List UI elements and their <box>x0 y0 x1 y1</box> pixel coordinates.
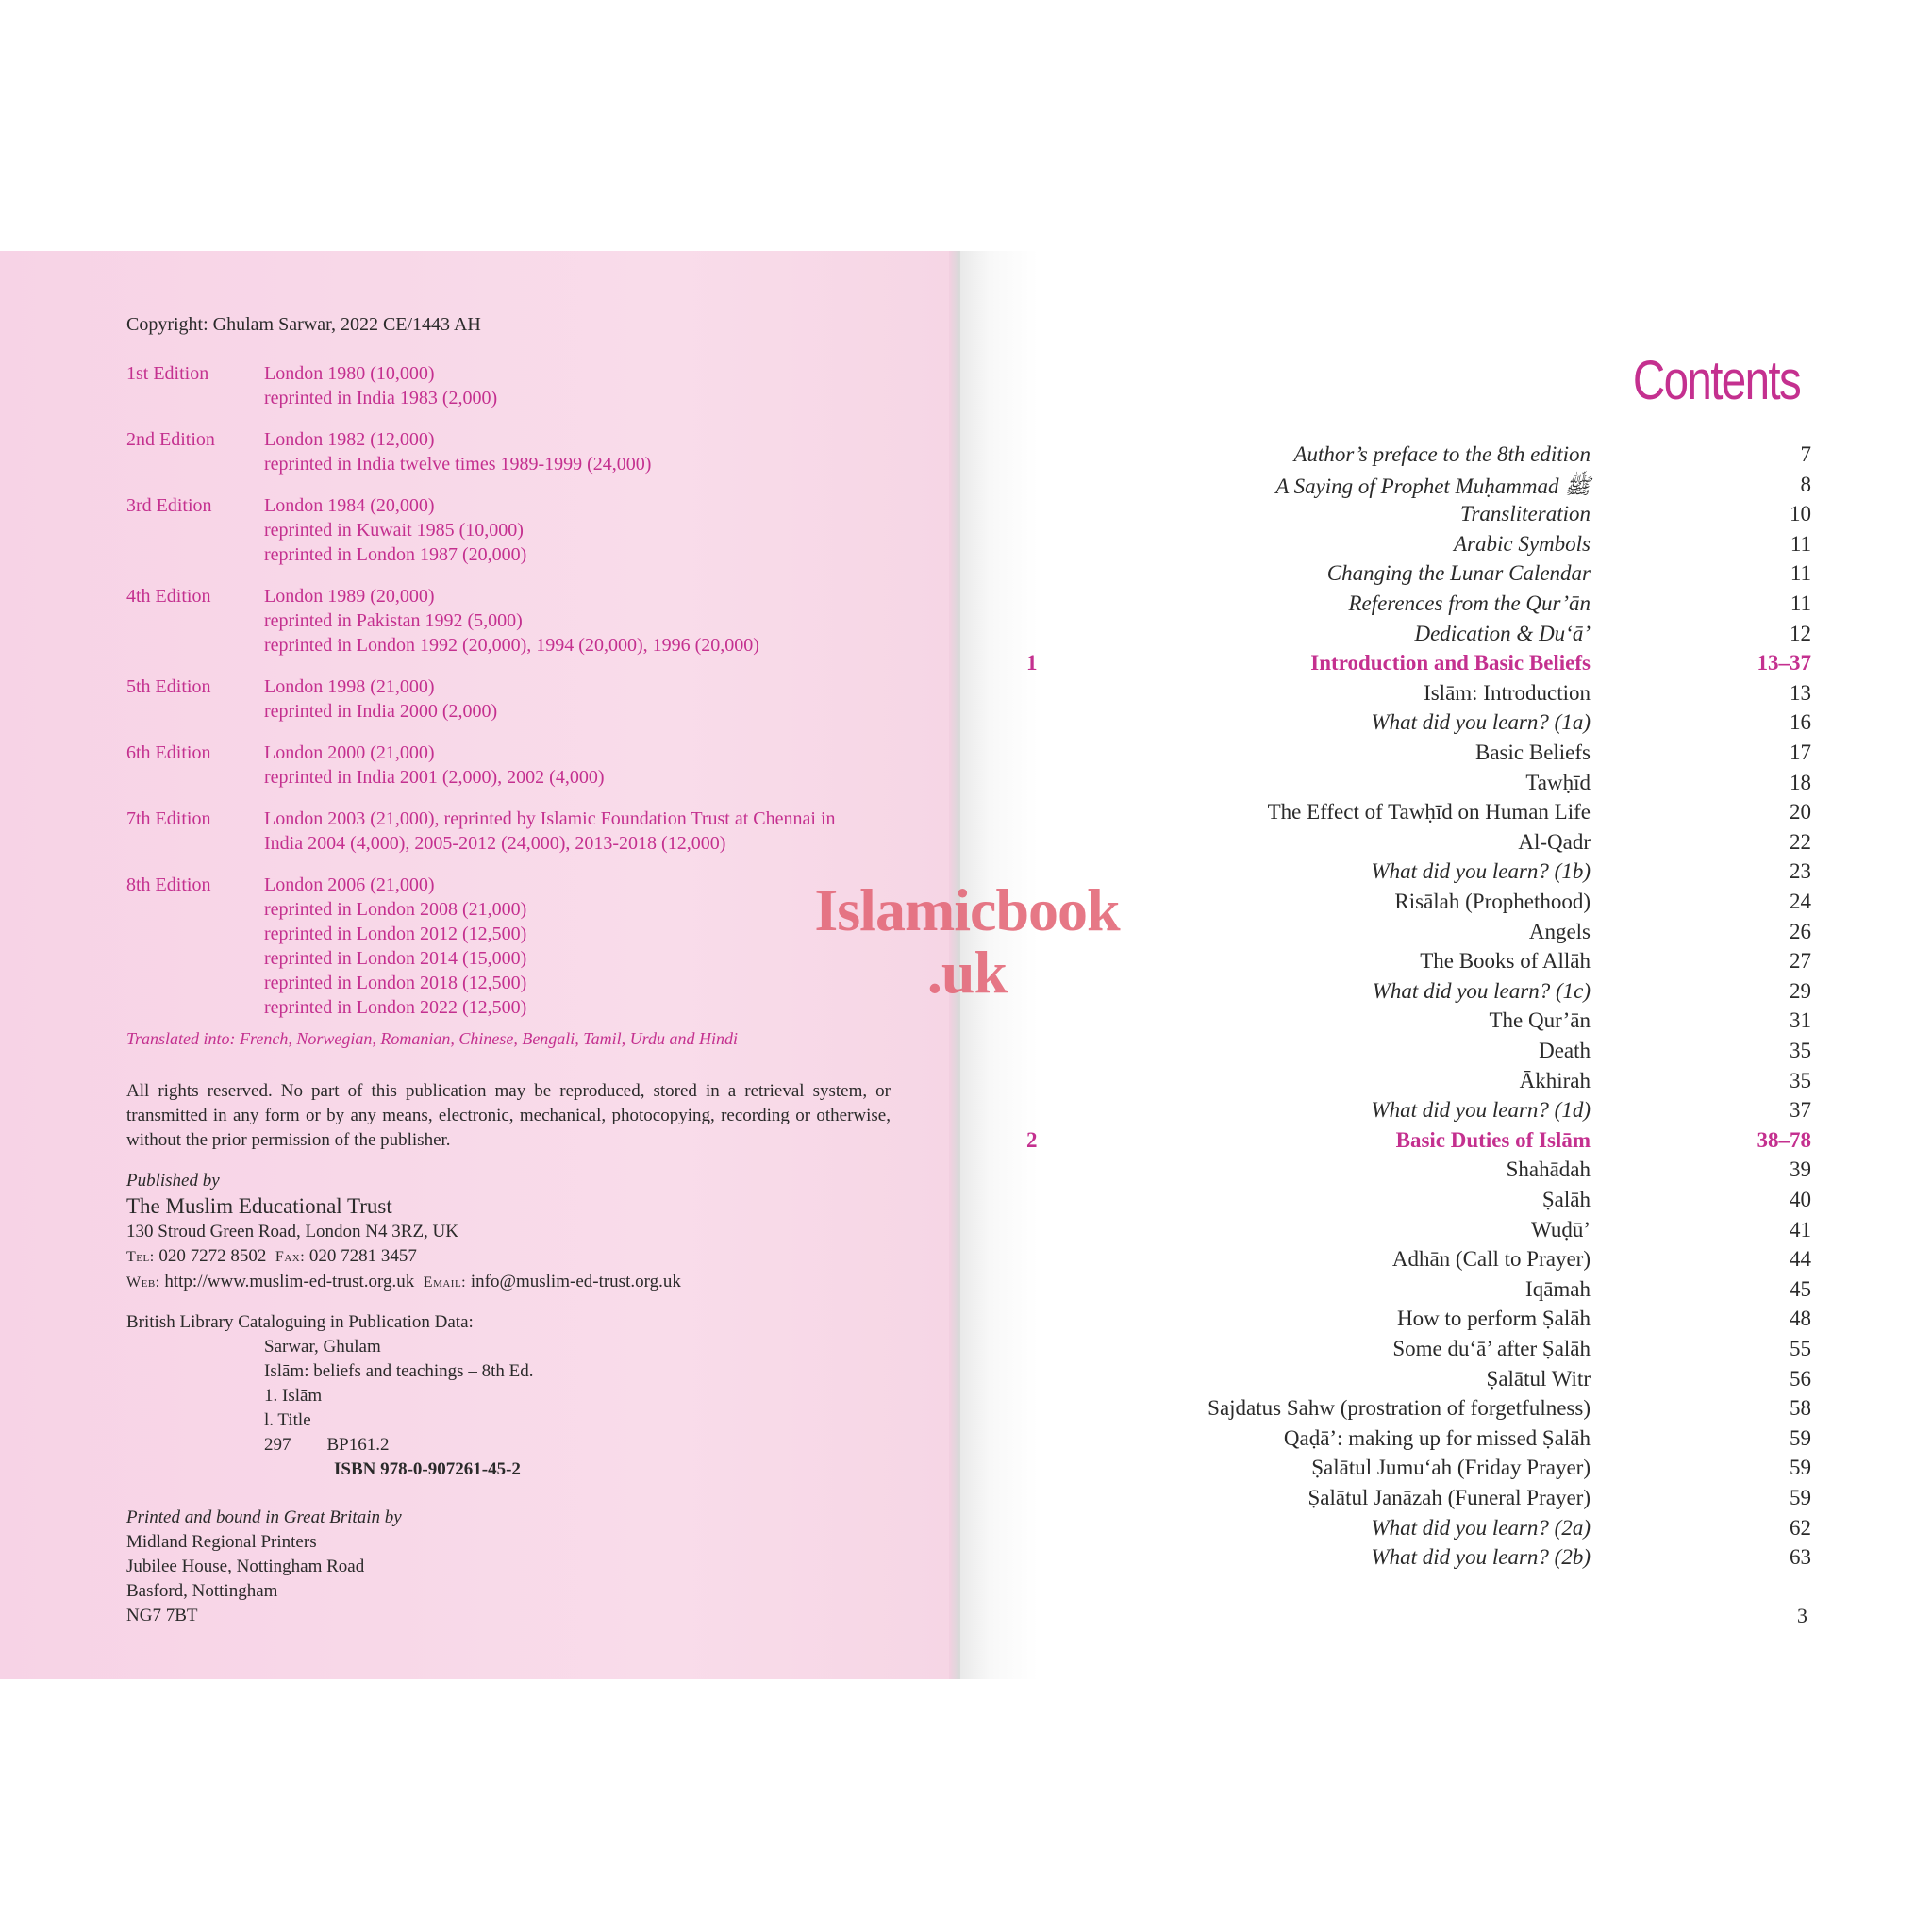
edition-line: reprinted in London 2012 (12,500) <box>264 924 527 944</box>
edition-line: reprinted in India twelve times 1989-1999 (24,000) <box>264 454 652 475</box>
edition-line: reprinted in Kuwait 1985 (10,000) <box>264 520 524 541</box>
edition-line: reprinted in London 2008 (21,000) <box>264 899 527 920</box>
toc-page: 63 <box>1790 1545 1811 1569</box>
toc-row <box>981 1426 1811 1456</box>
toc-chapter-number: 2 <box>1026 1128 1038 1152</box>
toc-page: 56 <box>1790 1367 1811 1391</box>
toc-title: Ṣalātul Witr <box>1486 1367 1591 1391</box>
edition-line: London 1998 (21,000) <box>264 676 435 697</box>
toc-row <box>981 442 1811 472</box>
edition-label: 6th Edition <box>126 742 211 763</box>
toc-row <box>981 710 1811 740</box>
toc-row <box>981 1008 1811 1038</box>
toc-title: Introduction and Basic Beliefs <box>1310 651 1591 675</box>
toc-row <box>981 591 1811 621</box>
edition-lines <box>264 427 1019 476</box>
edition-lines <box>264 493 1019 567</box>
catalog-subject: 1. Islām <box>264 1386 323 1406</box>
toc-page: 20 <box>1790 800 1811 824</box>
toc-title: Dedication & Du‘ā’ <box>1414 622 1591 645</box>
toc-title: Angels <box>1528 920 1591 943</box>
toc-page: 26 <box>1790 920 1811 943</box>
toc-row <box>981 1486 1811 1515</box>
toc-title: Wuḍū’ <box>1531 1218 1591 1241</box>
toc-title: A Saying of Prophet Muḥammad ﷺ <box>1275 475 1591 498</box>
toc-chapter-row <box>981 1128 1811 1158</box>
isbn: ISBN 978-0-907261-45-2 <box>334 1459 521 1479</box>
toc-row <box>981 502 1811 531</box>
toc-page: 18 <box>1790 771 1811 794</box>
email-label: Email: <box>423 1274 467 1291</box>
edition-line: reprinted in London 2014 (15,000) <box>264 948 527 969</box>
publisher-phone-line <box>126 1244 681 1270</box>
toc-page: 59 <box>1790 1426 1811 1450</box>
toc-title: What did you learn? (1d) <box>1371 1098 1591 1122</box>
toc-title: References from the Qur’ān <box>1348 591 1591 615</box>
catalog-class: 297 BP161.2 <box>264 1435 390 1455</box>
toc-title: Adhān (Call to Prayer) <box>1391 1247 1591 1271</box>
edition-label: 2nd Edition <box>126 429 215 450</box>
toc-page: 12 <box>1790 622 1811 645</box>
toc-row <box>981 920 1811 949</box>
toc-row <box>981 1516 1811 1545</box>
toc-page: 10 <box>1790 502 1811 525</box>
edition-line: London 1984 (20,000) <box>264 495 435 516</box>
toc-title: What did you learn? (1c) <box>1372 979 1591 1003</box>
toc-row <box>981 473 1811 502</box>
edition-line: reprinted in India 1983 (2,000) <box>264 388 498 408</box>
toc-row <box>981 949 1811 978</box>
web-value: http://www.muslim-ed-trust.org.uk <box>164 1272 415 1291</box>
edition-line: reprinted in London 1992 (20,000), 1994 (20,000), 1996 (20,000) <box>264 635 759 656</box>
toc-row <box>981 1545 1811 1574</box>
toc-title: Risālah (Prophethood) <box>1394 890 1591 913</box>
toc-row <box>981 890 1811 919</box>
toc-row <box>981 1039 1811 1068</box>
toc-page: 41 <box>1790 1218 1811 1241</box>
toc-page: 23 <box>1790 859 1811 883</box>
toc-page: 44 <box>1790 1247 1811 1271</box>
toc-title: Ṣalāh <box>1541 1188 1591 1211</box>
edition-label: 4th Edition <box>126 586 211 607</box>
toc-row <box>981 1277 1811 1307</box>
edition-line: reprinted in Pakistan 1992 (5,000) <box>264 610 523 631</box>
toc-row <box>981 622 1811 651</box>
toc-page: 59 <box>1790 1486 1811 1509</box>
toc-title: The Books of Allāh <box>1420 949 1591 973</box>
toc-title: Author’s preface to the 8th edition <box>1293 442 1591 466</box>
toc-page: 24 <box>1790 890 1811 913</box>
toc-title: The Effect of Tawḥīd on Human Life <box>1267 800 1591 824</box>
toc-page: 13–37 <box>1757 651 1811 675</box>
toc-page: 8 <box>1800 473 1811 496</box>
toc-title: Arabic Symbols <box>1453 532 1591 556</box>
edition-lines <box>264 807 1019 856</box>
toc-title: Islām: Introduction <box>1424 681 1591 705</box>
publisher-web-line <box>126 1270 681 1295</box>
toc-title: Tawḥīd <box>1525 771 1591 794</box>
toc-row <box>981 1188 1811 1217</box>
toc-page: 48 <box>1790 1307 1811 1330</box>
catalog-heading: British Library Cataloguing in Publication Data: <box>126 1312 474 1332</box>
toc-title: Basic Beliefs <box>1475 741 1591 764</box>
edition-line: London 1989 (20,000) <box>264 586 435 607</box>
toc-page: 11 <box>1790 591 1811 615</box>
toc-title: Ṣalātul Jumu‘ah (Friday Prayer) <box>1311 1456 1591 1479</box>
toc-title: Changing the Lunar Calendar <box>1326 561 1591 585</box>
toc-row <box>981 859 1811 889</box>
edition-label: 5th Edition <box>126 676 211 697</box>
toc-page: 29 <box>1790 979 1811 1003</box>
toc-title: Sajdatus Sahw (prostration of forgetfulness) <box>1208 1396 1591 1420</box>
edition-line: reprinted in London 1987 (20,000) <box>264 544 527 565</box>
toc-row <box>981 741 1811 770</box>
edition-lines <box>264 741 1019 790</box>
toc-row <box>981 1218 1811 1247</box>
catalog-block <box>126 1310 533 1482</box>
edition-label: 8th Edition <box>126 874 211 895</box>
edition-line: reprinted in India 2001 (2,000), 2002 (4,000) <box>264 767 605 788</box>
toc-page: 7 <box>1800 442 1811 466</box>
email-value: info@muslim-ed-trust.org.uk <box>470 1272 681 1291</box>
printer-line: Basford, Nottingham <box>126 1581 278 1601</box>
fax-value: 020 7281 3457 <box>308 1246 417 1266</box>
watermark-line: Islamicbook <box>814 876 1120 943</box>
toc-title: What did you learn? (1a) <box>1371 710 1591 734</box>
fax-label: Fax: <box>275 1249 306 1265</box>
contents-title: Contents <box>1632 350 1800 411</box>
edition-line: London 2006 (21,000) <box>264 874 435 895</box>
toc-title: What did you learn? (2a) <box>1371 1516 1591 1540</box>
edition-label: 7th Edition <box>126 808 211 829</box>
toc-row <box>981 1158 1811 1187</box>
edition-label: 3rd Edition <box>126 495 212 516</box>
toc-title: Ākhirah <box>1519 1069 1591 1092</box>
printer-line: Midland Regional Printers <box>126 1532 317 1552</box>
toc-page: 17 <box>1790 741 1811 764</box>
watermark-line: .uk <box>926 939 1008 1006</box>
toc-page: 22 <box>1790 830 1811 854</box>
edition-line: reprinted in India 2000 (2,000) <box>264 701 498 722</box>
toc-title: Shahādah <box>1506 1158 1591 1181</box>
rights-notice: All rights reserved. No part of this publication may be reproduced, stored in a retrieval system, or transmitted in any form or by any means, electronic, mechanical, photocopying, recording or otherwise, without the prior permission of the publisher. <box>126 1081 891 1150</box>
toc-row <box>981 1098 1811 1127</box>
printer-block <box>126 1506 402 1628</box>
toc-page: 31 <box>1790 1008 1811 1032</box>
toc-page: 55 <box>1790 1337 1811 1360</box>
copyright-line: Copyright: Ghulam Sarwar, 2022 CE/1443 AH <box>126 314 481 335</box>
toc-row <box>981 681 1811 710</box>
toc-row <box>981 771 1811 800</box>
toc-title: Ṣalātul Janāzah (Funeral Prayer) <box>1307 1486 1591 1509</box>
toc-row <box>981 1307 1811 1336</box>
toc-page: 38–78 <box>1757 1128 1811 1152</box>
toc-page: 40 <box>1790 1188 1811 1211</box>
edition-lines <box>264 584 1019 658</box>
toc-title: Al-Qadr <box>1518 830 1591 854</box>
publisher-name: The Muslim Educational Trust <box>126 1194 392 1218</box>
toc-row <box>981 1396 1811 1425</box>
edition-line: reprinted in London 2018 (12,500) <box>264 973 527 993</box>
printer-line: NG7 7BT <box>126 1606 198 1625</box>
toc-page: 11 <box>1790 532 1811 556</box>
toc-title: How to perform Ṣalāh <box>1396 1307 1591 1330</box>
edition-lines <box>264 675 1019 724</box>
translated-into: Translated into: French, Norwegian, Romanian, Chinese, Bengali, Tamil, Urdu and Hindi <box>126 1029 738 1048</box>
toc-page: 16 <box>1790 710 1811 734</box>
toc-chapter-number: 1 <box>1026 651 1038 675</box>
edition-lines <box>264 361 1019 410</box>
edition-label: 1st Edition <box>126 363 209 384</box>
toc-title: What did you learn? (2b) <box>1371 1545 1591 1569</box>
toc-row <box>981 1069 1811 1098</box>
toc-title: What did you learn? (1b) <box>1371 859 1591 883</box>
edition-line: London 1980 (10,000) <box>264 363 435 384</box>
toc-page: 45 <box>1790 1277 1811 1301</box>
toc-page: 39 <box>1790 1158 1811 1181</box>
toc-row <box>981 979 1811 1008</box>
tel-value: 020 7272 8502 <box>158 1246 267 1266</box>
published-by-label: Published by <box>126 1171 220 1191</box>
publisher-block <box>126 1169 681 1295</box>
printer-line: Jubilee House, Nottingham Road <box>126 1557 365 1576</box>
toc-row <box>981 1337 1811 1366</box>
toc-page: 62 <box>1790 1516 1811 1540</box>
toc-row <box>981 830 1811 859</box>
toc-page: 58 <box>1790 1396 1811 1420</box>
toc-row <box>981 1367 1811 1396</box>
toc-title: Basic Duties of Islām <box>1395 1128 1591 1152</box>
edition-line: London 2003 (21,000), reprinted by Islamic Foundation Trust at Chennai in <box>264 808 836 829</box>
edition-line: India 2004 (4,000), 2005-2012 (24,000), 2013-2018 (12,000) <box>264 833 726 854</box>
page-number: 3 <box>1797 1604 1807 1627</box>
edition-line: London 1982 (12,000) <box>264 429 435 450</box>
edition-line: reprinted in London 2022 (12,500) <box>264 997 527 1018</box>
web-label: Web: <box>126 1274 160 1291</box>
toc-row <box>981 532 1811 561</box>
catalog-author: Sarwar, Ghulam <box>264 1337 381 1357</box>
toc-page: 13 <box>1790 681 1811 705</box>
publisher-address: 130 Stroud Green Road, London N4 3RZ, UK <box>126 1222 458 1241</box>
catalog-title: Islām: beliefs and teachings – 8th Ed. <box>264 1361 534 1381</box>
printed-by-label: Printed and bound in Great Britain by <box>126 1507 402 1527</box>
toc-title: Iqāmah <box>1525 1277 1591 1301</box>
toc-row <box>981 561 1811 591</box>
toc-page: 35 <box>1790 1069 1811 1092</box>
catalog-item: l. Title <box>264 1410 311 1430</box>
toc-title: Some du‘ā’ after Ṣalāh <box>1392 1337 1591 1360</box>
toc-page: 27 <box>1790 949 1811 973</box>
edition-line: London 2000 (21,000) <box>264 742 435 763</box>
toc-row <box>981 800 1811 829</box>
tel-label: Tel: <box>126 1249 155 1265</box>
toc-page: 37 <box>1790 1098 1811 1122</box>
toc-title: Qaḍā’: making up for missed Ṣalāh <box>1283 1426 1591 1450</box>
toc-title: Death <box>1539 1039 1591 1062</box>
toc-row <box>981 1456 1811 1485</box>
toc-row <box>981 1247 1811 1276</box>
toc-page: 59 <box>1790 1456 1811 1479</box>
toc-chapter-row <box>981 651 1811 680</box>
toc-title: The Qur’ān <box>1489 1008 1591 1032</box>
toc-title: Transliteration <box>1459 502 1591 525</box>
toc-page: 11 <box>1790 561 1811 585</box>
toc-page: 35 <box>1790 1039 1811 1062</box>
